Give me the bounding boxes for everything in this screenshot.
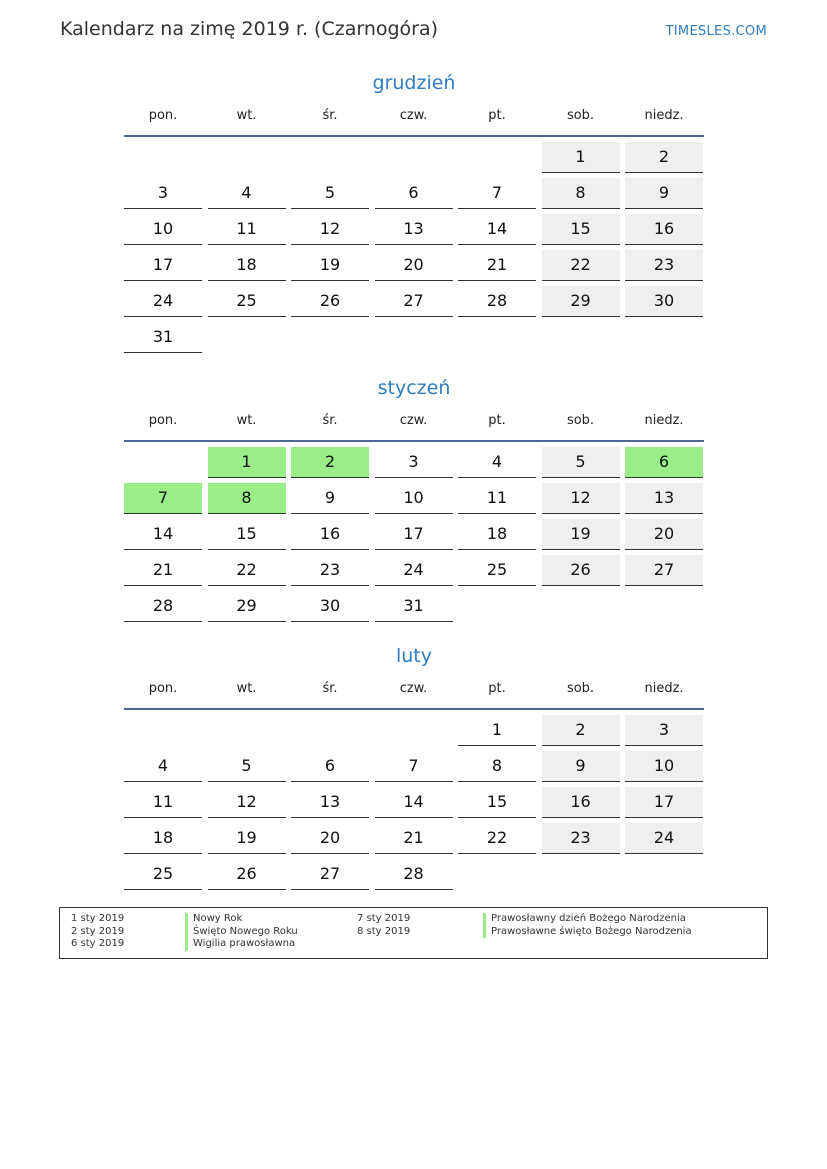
- day-cell: 6: [375, 178, 453, 209]
- legend-date: 8 sty 2019: [357, 925, 411, 937]
- holiday-legend: [59, 907, 768, 959]
- day-cell: 19: [208, 823, 286, 854]
- day-cell: 27: [375, 286, 453, 317]
- day-cell: 2: [625, 142, 703, 173]
- day-cell: 7: [375, 751, 453, 782]
- day-cell: 17: [124, 250, 202, 281]
- day-cell: 21: [375, 823, 453, 854]
- weekday-label: niedz.: [644, 108, 684, 123]
- day-cell: 16: [542, 787, 620, 818]
- empty-day-cell: [124, 142, 202, 172]
- day-cell: 4: [124, 751, 202, 782]
- legend-dates-right: [357, 913, 410, 938]
- day-cell: 30: [625, 286, 703, 317]
- legend-dates-left: [71, 913, 124, 951]
- weekday-label: śr.: [322, 108, 338, 123]
- week-row: [124, 715, 704, 751]
- brand-link[interactable]: TIMESLES.COM: [665, 24, 767, 39]
- weekday-header-row: [124, 672, 704, 710]
- day-cell: 10: [375, 483, 453, 514]
- day-cell: 5: [291, 178, 369, 209]
- day-cell: 23: [542, 823, 620, 854]
- day-cell: 16: [625, 214, 703, 245]
- day-cell: 20: [625, 519, 703, 550]
- empty-day-cell: [458, 322, 536, 352]
- day-cell: 13: [625, 483, 703, 514]
- day-cell: 8: [542, 178, 620, 209]
- day-cell: 18: [458, 519, 536, 550]
- day-cell: 13: [375, 214, 453, 245]
- day-cell: 14: [124, 519, 202, 550]
- day-cell: 11: [208, 214, 286, 245]
- day-cell: 12: [208, 787, 286, 818]
- empty-day-cell: [291, 142, 369, 172]
- legend-date: 1 sty 2019: [71, 913, 125, 924]
- day-cell: 1: [458, 715, 536, 746]
- day-cell: 9: [542, 751, 620, 782]
- week-row: [124, 214, 704, 250]
- day-cell: 16: [291, 519, 369, 550]
- day-cell: 28: [458, 286, 536, 317]
- week-row: [124, 859, 704, 895]
- weekday-label: wt.: [236, 681, 257, 696]
- legend-holiday-name: Wigilia prawosławna: [185, 938, 298, 951]
- weekday-label: pon.: [148, 681, 178, 696]
- day-cell: 3: [124, 178, 202, 209]
- day-cell: 19: [291, 250, 369, 281]
- week-row: [124, 178, 704, 214]
- empty-day-cell: [291, 322, 369, 352]
- week-row: [124, 591, 704, 627]
- weekday-label: śr.: [322, 413, 338, 428]
- empty-day-cell: [291, 715, 369, 745]
- weekday-label: pon.: [148, 413, 178, 428]
- day-cell: 11: [124, 787, 202, 818]
- week-row: [124, 823, 704, 859]
- day-cell: 25: [208, 286, 286, 317]
- day-cell: 10: [625, 751, 703, 782]
- day-cell: 27: [625, 555, 703, 586]
- empty-day-cell: [208, 715, 286, 745]
- page-title: Kalendarz na zimę 2019 r. (Czarnogóra): [60, 18, 439, 40]
- day-cell: 17: [375, 519, 453, 550]
- week-row: [124, 250, 704, 286]
- day-cell: 3: [625, 715, 703, 746]
- week-row: [124, 483, 704, 519]
- empty-day-cell: [124, 715, 202, 745]
- weekday-label: pt.: [488, 108, 506, 123]
- weekday-label: sob.: [566, 413, 595, 428]
- day-cell: 15: [208, 519, 286, 550]
- legend-date: 2 sty 2019: [71, 925, 125, 937]
- week-row: [124, 751, 704, 787]
- empty-day-cell: [625, 322, 703, 352]
- day-cell: 12: [542, 483, 620, 514]
- day-cell: 19: [542, 519, 620, 550]
- day-cell: 14: [375, 787, 453, 818]
- day-cell: 6: [625, 447, 703, 478]
- day-cell: 7: [458, 178, 536, 209]
- day-cell: 30: [291, 591, 369, 622]
- weeks-grid: [124, 137, 704, 358]
- day-cell: 6: [291, 751, 369, 782]
- day-cell: 1: [542, 142, 620, 173]
- month-january: [124, 372, 704, 627]
- day-cell: 8: [458, 751, 536, 782]
- day-cell: 7: [124, 483, 202, 514]
- day-cell: 10: [124, 214, 202, 245]
- empty-day-cell: [542, 322, 620, 352]
- day-cell: 27: [291, 859, 369, 890]
- weekday-label: sob.: [566, 681, 595, 696]
- day-cell: 8: [208, 483, 286, 514]
- day-cell: 11: [458, 483, 536, 514]
- day-cell: 22: [208, 555, 286, 586]
- weekday-label: sob.: [566, 108, 595, 123]
- day-cell: 4: [458, 447, 536, 478]
- weekday-label: niedz.: [644, 681, 684, 696]
- month-february: [124, 640, 704, 895]
- month-name: styczeń: [377, 377, 451, 399]
- legend-holiday-name: Święto Nowego Roku: [185, 926, 298, 939]
- day-cell: 14: [458, 214, 536, 245]
- day-cell: 20: [291, 823, 369, 854]
- weekday-label: pon.: [148, 108, 178, 123]
- empty-day-cell: [375, 142, 453, 172]
- day-cell: 9: [625, 178, 703, 209]
- day-cell: 13: [291, 787, 369, 818]
- empty-day-cell: [625, 591, 703, 621]
- day-cell: 28: [375, 859, 453, 890]
- day-cell: 18: [124, 823, 202, 854]
- legend-date: 6 sty 2019: [71, 938, 125, 949]
- day-cell: 26: [208, 859, 286, 890]
- day-cell: 24: [124, 286, 202, 317]
- week-row: [124, 142, 704, 178]
- week-row: [124, 286, 704, 322]
- week-row: [124, 787, 704, 823]
- weeks-grid: [124, 442, 704, 627]
- day-cell: 26: [542, 555, 620, 586]
- week-row: [124, 555, 704, 591]
- day-cell: 2: [291, 447, 369, 478]
- day-cell: 17: [625, 787, 703, 818]
- empty-day-cell: [208, 322, 286, 352]
- weekday-label: pt.: [488, 413, 506, 428]
- day-cell: 21: [124, 555, 202, 586]
- legend-holiday-name: Nowy Rok: [185, 913, 298, 926]
- weekday-label: pt.: [488, 681, 506, 696]
- day-cell: 21: [458, 250, 536, 281]
- day-cell: 25: [124, 859, 202, 890]
- week-row: [124, 447, 704, 483]
- weekday-label: śr.: [322, 681, 338, 696]
- month-name: luty: [395, 645, 432, 667]
- day-cell: 23: [625, 250, 703, 281]
- legend-date: 7 sty 2019: [357, 913, 411, 924]
- empty-day-cell: [124, 447, 202, 477]
- empty-day-cell: [625, 859, 703, 889]
- day-cell: 3: [375, 447, 453, 478]
- day-cell: 2: [542, 715, 620, 746]
- day-cell: 24: [375, 555, 453, 586]
- day-cell: 9: [291, 483, 369, 514]
- empty-day-cell: [458, 142, 536, 172]
- weekday-label: czw.: [399, 681, 428, 696]
- day-cell: 12: [291, 214, 369, 245]
- month-name: grudzień: [372, 72, 456, 94]
- empty-day-cell: [458, 859, 536, 889]
- weekday-label: czw.: [399, 108, 428, 123]
- day-cell: 25: [458, 555, 536, 586]
- day-cell: 24: [625, 823, 703, 854]
- day-cell: 5: [542, 447, 620, 478]
- day-cell: 1: [208, 447, 286, 478]
- day-cell: 28: [124, 591, 202, 622]
- week-row: [124, 519, 704, 555]
- weekday-label: wt.: [236, 413, 257, 428]
- empty-day-cell: [375, 322, 453, 352]
- day-cell: 29: [208, 591, 286, 622]
- month-december: [124, 67, 704, 358]
- day-cell: 20: [375, 250, 453, 281]
- day-cell: 31: [124, 322, 202, 353]
- weekday-header-row: [124, 404, 704, 442]
- legend-holiday-name: Prawosławne święto Bożego Narodzenia: [483, 926, 692, 939]
- day-cell: 29: [542, 286, 620, 317]
- empty-day-cell: [375, 715, 453, 745]
- day-cell: 22: [542, 250, 620, 281]
- weekday-header-row: [124, 99, 704, 137]
- empty-day-cell: [208, 142, 286, 172]
- weekday-label: wt.: [236, 108, 257, 123]
- day-cell: 15: [458, 787, 536, 818]
- day-cell: 5: [208, 751, 286, 782]
- weeks-grid: [124, 710, 704, 895]
- day-cell: 26: [291, 286, 369, 317]
- day-cell: 23: [291, 555, 369, 586]
- legend-holiday-name: Prawosławny dzień Bożego Narodzenia: [483, 913, 692, 926]
- weekday-label: niedz.: [644, 413, 684, 428]
- day-cell: 15: [542, 214, 620, 245]
- empty-day-cell: [458, 591, 536, 621]
- day-cell: 4: [208, 178, 286, 209]
- day-cell: 18: [208, 250, 286, 281]
- day-cell: 31: [375, 591, 453, 622]
- legend-names-left: [185, 913, 298, 951]
- empty-day-cell: [542, 859, 620, 889]
- legend-names-right: [483, 913, 692, 938]
- weekday-label: czw.: [399, 413, 428, 428]
- week-row: [124, 322, 704, 358]
- day-cell: 22: [458, 823, 536, 854]
- empty-day-cell: [542, 591, 620, 621]
